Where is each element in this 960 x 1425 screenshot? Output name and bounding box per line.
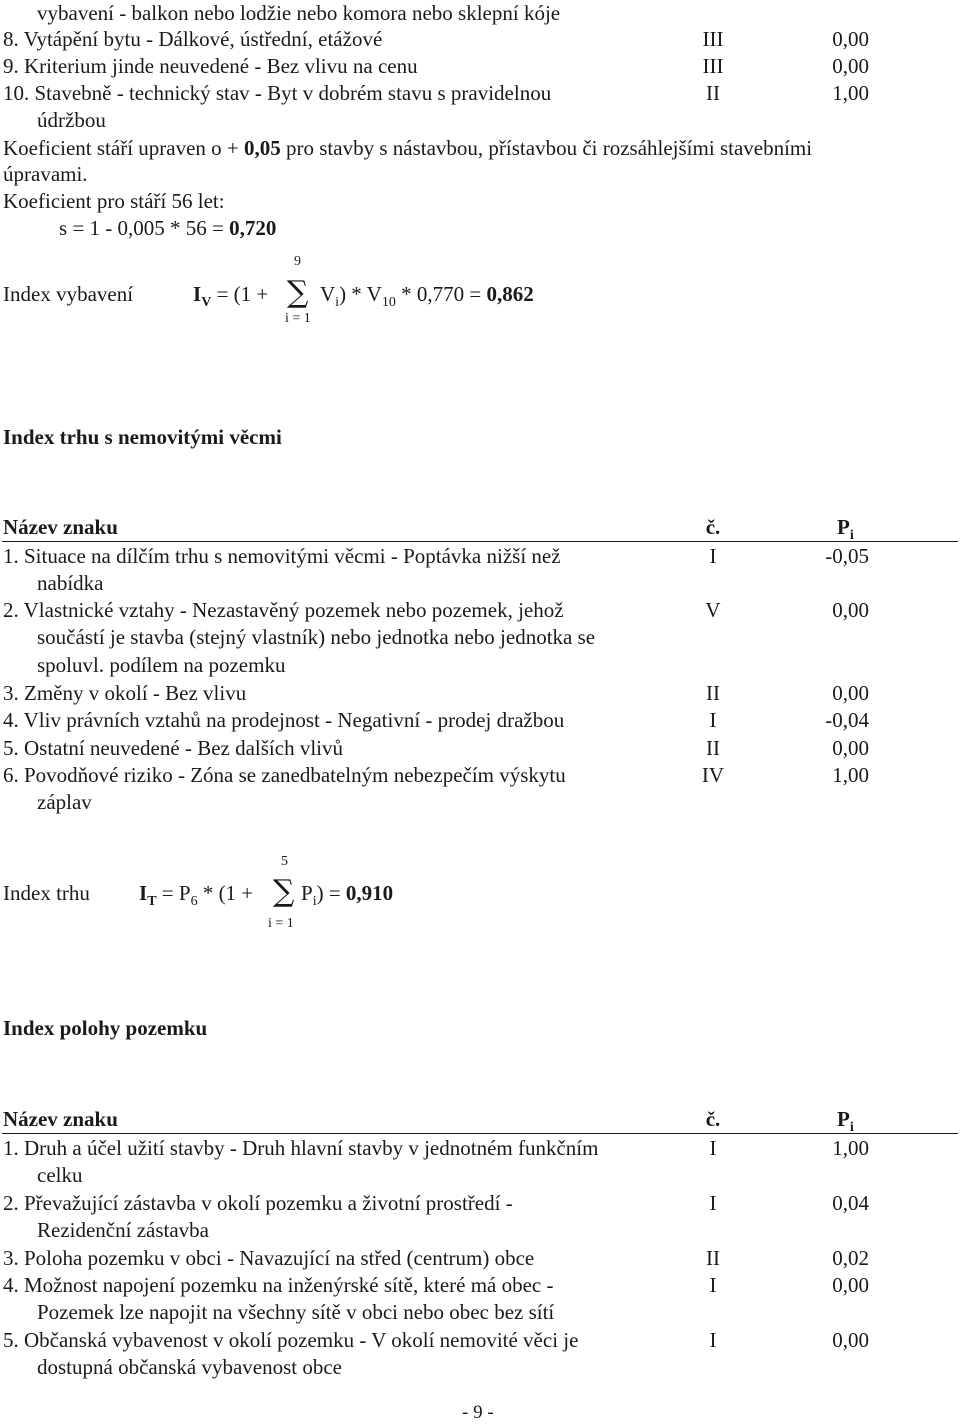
section-heading: Index polohy pozemku <box>3 1016 208 1040</box>
row-text: 5. Občanská vybavenost v okolí pozemku - V okolí nemovité věci je <box>3 1328 579 1352</box>
row-text: 3. Změny v okolí - Bez vlivu <box>3 681 247 705</box>
row-value: 0,00 <box>832 1328 869 1352</box>
row-class: I <box>709 544 717 568</box>
row-class: I <box>709 1136 717 1160</box>
row-text: 9. Kriterium jinde neuvedené - Bez vlivu na cenu <box>3 54 418 78</box>
formula-body-rest: $V_i) * V_{10} * 0,770 = 0,862$ <box>320 282 534 310</box>
row-text-cont: součástí je stavba (stejný vlastník) nebo jednotka nebo jednotka se <box>37 625 596 649</box>
formula-body: $I_V = (1$ + <box>193 282 269 310</box>
row-text-cont: záplav <box>37 790 92 814</box>
row-value: -0,05 <box>825 544 869 568</box>
row-text: 1. Druh a účel užití stavby - Druh hlavní stavby v jednotném funkčním <box>3 1136 599 1160</box>
sigma-lower-limit: i = 1 <box>285 311 311 326</box>
row-class: II <box>706 81 720 105</box>
header-rule <box>2 541 958 542</box>
row-class: II <box>706 1246 720 1270</box>
row-class: II <box>706 681 720 705</box>
sigma-icon: ∑ <box>287 275 309 310</box>
row-class: I <box>709 708 717 732</box>
formula-body: $I_T = P_6 * (1$ + <box>139 881 254 909</box>
age-formula: s = 1 - 0,005 * 56 = 0,720 <box>59 216 277 240</box>
sigma-icon: ∑ <box>273 874 295 909</box>
row-value: -0,04 <box>825 708 869 732</box>
row-value: 1,00 <box>832 763 869 787</box>
row-text: 5. Ostatní neuvedené - Bez dalších vlivů <box>3 736 343 760</box>
row-value: 0,00 <box>832 1273 869 1297</box>
row-class: I <box>709 1273 717 1297</box>
row-text: 6. Povodňové riziko - Zóna se zanedbatelným nebezpečím výskytu <box>3 763 566 787</box>
section-heading: Index trhu s nemovitými věcmi <box>3 425 282 449</box>
row-text: 1. Situace na dílčím trhu s nemovitými věcmi - Poptávka nižší než <box>3 544 561 568</box>
row-class: III <box>702 27 724 51</box>
row-class: II <box>706 736 720 760</box>
column-header-name: Název znaku <box>3 1107 118 1131</box>
column-header-no: č. <box>705 1107 721 1131</box>
page-number: - 9 - <box>462 1402 494 1423</box>
sigma-upper-limit: 5 <box>281 854 288 869</box>
row-value: 0,00 <box>832 54 869 78</box>
row-value: 0,00 <box>832 27 869 51</box>
row-class: I <box>709 1191 717 1215</box>
row-class: IV <box>701 763 725 787</box>
header-rule <box>2 1133 958 1134</box>
row-text: 4. Vliv právních vztahů na prodejnost - Negativní - prodej dražbou <box>3 708 565 732</box>
row-value: 1,00 <box>832 81 869 105</box>
row-value: 0,00 <box>832 598 869 622</box>
row-class: V <box>705 598 721 622</box>
sigma-upper-limit: 9 <box>294 254 301 269</box>
row-text-cont: dostupná občanská vybavenost obce <box>37 1355 343 1379</box>
formula-label: Index trhu <box>3 881 90 905</box>
row-class: I <box>709 1328 717 1352</box>
row-text: údržbou <box>37 108 106 132</box>
row-value: 0,04 <box>832 1191 869 1215</box>
row-text: vybavení - balkon nebo lodžie nebo komora nebo sklepní kóje <box>37 1 561 25</box>
row-value: 0,02 <box>832 1246 869 1270</box>
row-text-cont: Rezidenční zástavba <box>37 1218 209 1242</box>
age-note-line1: Koeficient stáří upraven o + 0,05 pro stavby s nástavbou, přístavbou či rozsáhlejšími stavebními <box>3 136 813 160</box>
row-value: 0,00 <box>832 736 869 760</box>
column-header-no: č. <box>705 515 721 539</box>
sigma-lower-limit: i = 1 <box>268 916 294 931</box>
row-text-cont: celku <box>37 1163 83 1187</box>
row-text-cont: nabídka <box>37 571 104 595</box>
row-class: III <box>702 54 724 78</box>
row-text-cont: Pozemek lze napojit na všechny sítě v obci nebo obec bez sítí <box>37 1300 555 1324</box>
column-header-name: Název znaku <box>3 515 118 539</box>
row-text-cont: spoluvl. podílem na pozemku <box>37 653 286 677</box>
row-text: 4. Možnost napojení pozemku na inženýrské sítě, které má obec - <box>3 1273 554 1297</box>
column-header-p: $P_i$ <box>837 515 854 543</box>
column-header-p: $P_i$ <box>837 1107 854 1135</box>
row-text: 2. Vlastnické vztahy - Nezastavěný pozemek nebo pozemek, jehož <box>3 598 564 622</box>
formula-body-rest: $P_i) = 0,910$ <box>301 881 394 909</box>
age-note-line3: Koeficient pro stáří 56 let: <box>3 189 225 213</box>
age-note-line2: úpravami. <box>3 162 88 186</box>
row-value: 1,00 <box>832 1136 869 1160</box>
row-text: 2. Převažující zástavba v okolí pozemku a životní prostředí - <box>3 1191 513 1215</box>
row-text: 10. Stavebně - technický stav - Byt v dobrém stavu s pravidelnou <box>3 81 552 105</box>
formula-label: Index vybavení <box>3 282 134 306</box>
row-value: 0,00 <box>832 681 869 705</box>
row-text: 3. Poloha pozemku v obci - Navazující na střed (centrum) obce <box>3 1246 535 1270</box>
row-text: 8. Vytápění bytu - Dálkové, ústřední, etážové <box>3 27 383 51</box>
